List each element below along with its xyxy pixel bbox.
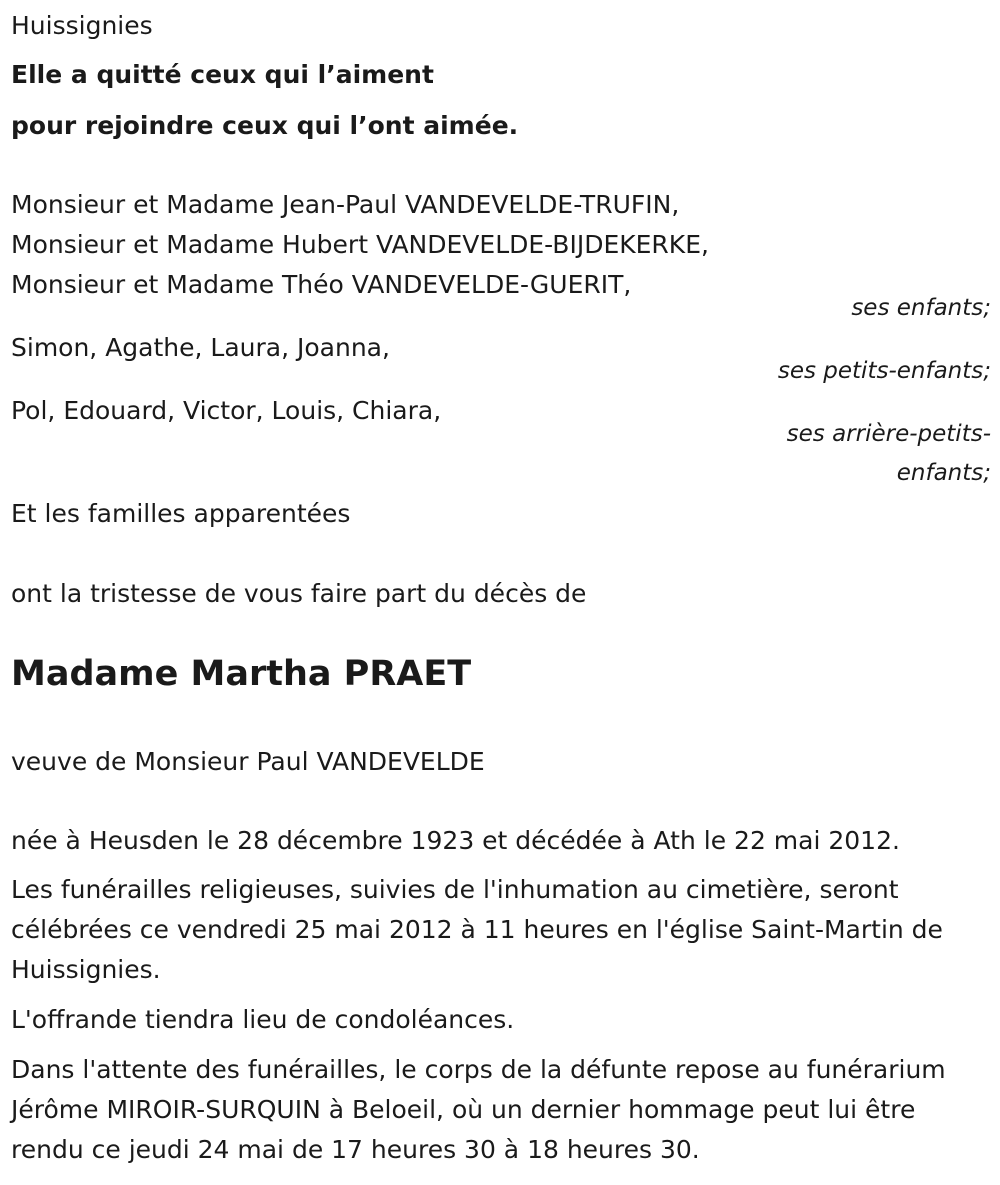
child-entry: Monsieur et Madame Hubert VANDEVELDE-BIJDEKERKE, <box>11 230 709 259</box>
great-grandchildren-list: Pol, Edouard, Victor, Louis, Chiara, <box>11 396 442 425</box>
viewing-paragraph: Dans l'attente des funérailles, le corps de la défunte repose au funérarium Jérôme MIROIR-SURQUIN à Beloeil, où un dernier hommage peut lui être rendu ce jeudi 24 mai de 17 heures 30 à 18 heures 30. <box>11 1055 946 1164</box>
child-entry: Monsieur et Madame Jean-Paul VANDEVELDE-TRUFIN, <box>11 190 680 219</box>
deceased-name: Madame Martha PRAET <box>11 654 472 694</box>
funeral-paragraph: Les funérailles religieuses, suivies de l'inhumation au cimetière, seront célébrées ce vendredi 25 mai 2012 à 11 heures en l'église Saint-Martin de Huissignies. <box>11 875 943 984</box>
widow-of-line: veuve de Monsieur Paul VANDEVELDE <box>11 747 485 776</box>
grandchildren-list: Simon, Agathe, Laura, Joanna, <box>11 333 390 362</box>
child-entry: Monsieur et Madame Théo VANDEVELDE-GUERIT, <box>11 270 632 299</box>
motto-line-1: Elle a quitté ceux qui l’aiment <box>11 60 434 89</box>
announcement-line: ont la tristesse de vous faire part du décès de <box>11 579 587 608</box>
grandchildren-role-label: ses petits-enfants; <box>777 358 991 384</box>
location-heading: Huissignies <box>11 11 153 40</box>
great-grandchildren-role-label-line-2: enfants; <box>896 460 991 486</box>
offering-line: L'offrande tiendra lieu de condoléances. <box>11 1005 515 1034</box>
children-role-label: ses enfants; <box>851 295 991 321</box>
families-line: Et les familles apparentées <box>11 499 351 528</box>
motto-line-2: pour rejoindre ceux qui l’ont aimée. <box>11 111 519 140</box>
great-grandchildren-role-label-line-1: ses arrière-petits- <box>786 421 991 447</box>
birth-death-line: née à Heusden le 28 décembre 1923 et décédée à Ath le 22 mai 2012. <box>11 826 900 855</box>
